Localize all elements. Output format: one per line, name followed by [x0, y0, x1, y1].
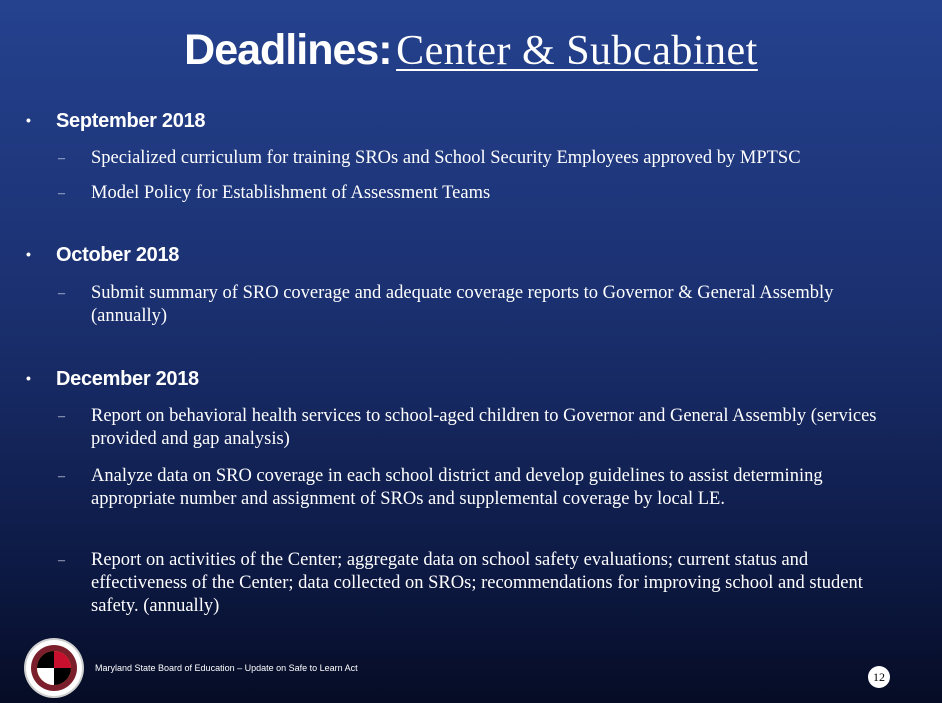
list-item-text: Specialized curriculum for training SROs and School Security Employees approved by MPTSC [91, 148, 801, 168]
list-item [58, 465, 878, 511]
footer-text: Maryland State Board of Education – Update on Safe to Learn Act [95, 663, 358, 673]
dash-icon: – [58, 409, 65, 424]
slide-title [0, 26, 942, 75]
bullet-icon: • [26, 246, 31, 262]
bullet-icon: • [26, 370, 31, 386]
list-item [58, 147, 878, 170]
section-heading-december [26, 368, 199, 391]
list-item-text: Submit summary of SRO coverage and adequate coverage reports to Governor & General Assembly (annually) [91, 283, 834, 326]
list-item-text: Model Policy for Establishment of Assessment Teams [91, 183, 491, 203]
dash-icon: – [58, 151, 65, 166]
list-item [58, 549, 878, 618]
section-heading-september [26, 110, 205, 133]
bullet-icon: • [26, 112, 31, 128]
list-item [58, 182, 878, 205]
list-item-text: Analyze data on SRO coverage in each school district and develop guidelines to assist determining appropriate number and assignment of SROs and supplemental coverage by local LE. [91, 466, 823, 509]
title-subtitle: Center & Subcabinet [396, 28, 758, 74]
dash-icon: – [58, 469, 65, 484]
list-item [58, 282, 878, 328]
section-heading-label: December 2018 [56, 368, 199, 390]
page-number: 12 [868, 666, 890, 688]
dash-icon: – [58, 553, 65, 568]
list-item [58, 405, 878, 451]
list-item-text: Report on activities of the Center; aggregate data on school safety evaluations; current status and effectiveness of the Center; data collected on SROs; recommendations for improving school and student safety. (annually) [91, 550, 863, 616]
dash-icon: – [58, 286, 65, 301]
section-heading-october [26, 244, 179, 267]
dash-icon: – [58, 186, 65, 201]
maryland-seal-icon [26, 640, 82, 696]
section-heading-label: October 2018 [56, 244, 180, 266]
title-lead: Deadlines: [184, 26, 392, 74]
list-item-text: Report on behavioral health services to school-aged children to Governor and General Assembly (services provided and gap analysis) [91, 406, 877, 449]
section-heading-label: September 2018 [56, 110, 206, 132]
seal-flag [37, 651, 71, 685]
